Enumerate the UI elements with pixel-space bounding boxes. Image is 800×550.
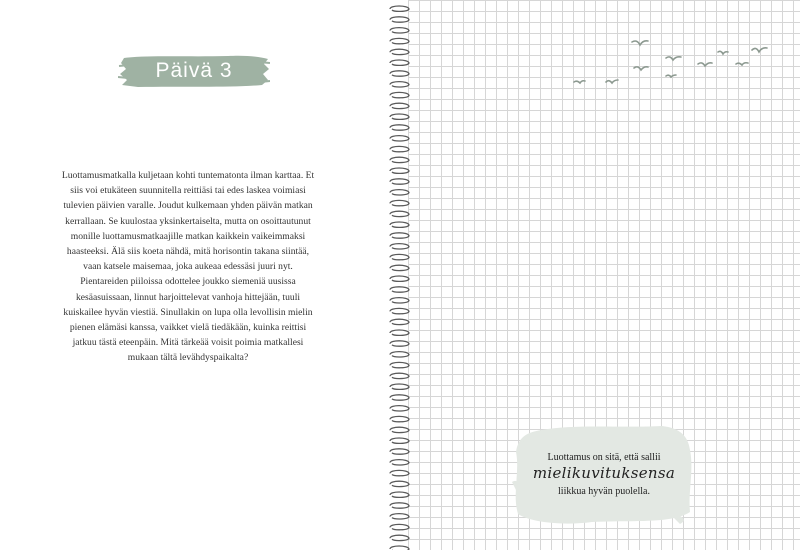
spiral-ring [390, 395, 409, 400]
quote-line-1: Luottamus on sitä, että sallii [547, 452, 661, 463]
spiral-ring [390, 38, 409, 43]
spiral-ring [390, 92, 409, 97]
spiral-ring [390, 211, 409, 216]
spiral-ring [390, 82, 409, 87]
spiral-ring [390, 28, 409, 33]
spiral-ring [390, 319, 409, 324]
spiral-ring [390, 244, 409, 249]
spiral-ring [390, 49, 409, 54]
spiral-ring [390, 190, 409, 195]
quote-block [512, 422, 696, 528]
spiral-ring [390, 222, 409, 227]
spiral-ring [390, 438, 409, 443]
spiral-ring [390, 514, 409, 519]
spiral-ring [390, 373, 409, 378]
spiral-ring [390, 362, 409, 367]
spiral-ring [390, 146, 409, 151]
spiral-ring [390, 449, 409, 454]
spiral-ring [390, 125, 409, 130]
spiral-ring [390, 103, 409, 108]
spiral-ring [390, 287, 409, 292]
spiral-ring [390, 254, 409, 259]
page-title: Päivä 3 [155, 59, 233, 82]
spiral-ring [390, 330, 409, 335]
spiral-ring [390, 179, 409, 184]
spiral-ring [390, 416, 409, 421]
quote-line-2: mielikuvituksensa [532, 464, 676, 482]
spiral-ring [390, 341, 409, 346]
spiral-ring [390, 524, 409, 529]
spiral-ring [390, 384, 409, 389]
spiral-ring [390, 481, 409, 486]
spiral-ring [390, 535, 409, 540]
spiral-ring [390, 460, 409, 465]
spiral-ring [390, 17, 409, 22]
spiral-ring [390, 470, 409, 475]
spiral-ring [390, 114, 409, 119]
spiral-ring [390, 157, 409, 162]
quote-line-3: liikkua hyvän puolella. [558, 486, 650, 497]
spiral-ring [390, 427, 409, 432]
spiral-ring [390, 352, 409, 357]
spiral-ring [390, 298, 409, 303]
birds-flock-icon [568, 36, 778, 96]
spiral-ring [390, 136, 409, 141]
spiral-binding [386, 0, 414, 550]
spiral-ring [390, 503, 409, 508]
day-title-banner [118, 52, 270, 90]
spiral-ring [390, 71, 409, 76]
spiral-ring [390, 308, 409, 313]
spiral-ring [390, 168, 409, 173]
spiral-ring [390, 492, 409, 497]
left-page [0, 0, 392, 550]
body-paragraph: Luottamusmatkalla kuljetaan kohti tuntematonta ilman karttaa. Et siis voi etukäteen suunnitella reittiäsi tai edes laskea voimiasi tulevien päivien varalle. Joudut kulkemaan yhden päivän matkan kerrallaan. Se kuulostaa yksinkertaiselta, mutta on osoittautunut monille luottamusmatkaajille matkan kaikkein vaikeimmaksi haasteeksi. Älä siis koeta nähdä, mitä horisontin takana siintää, vaan katsele maisemaa, joka aukeaa edessäsi juuri nyt. Pientareiden piiloissa odottelee joukko siemeniä uusissa kesäasuissaan, linnut harjoittelevat vanhoja hittejään, tuuli kuiskailee hyvän viestiä. Sinullakin on lupa olla levollisin mielin pienen elämäsi kanssa, vaikket vielä tiedäkään, kuinka reittisi jatkuu tästä eteenpäin. Mitä tärkeää voisit poimia matkallesi mukaan tältä levähdyspaikalta? [61, 170, 315, 364]
spiral-ring [390, 200, 409, 205]
spiral-ring [390, 233, 409, 238]
spiral-ring [390, 6, 409, 11]
spiral-ring [390, 276, 409, 281]
spiral-ring [390, 546, 409, 550]
spiral-ring [390, 406, 409, 411]
spiral-ring [390, 265, 409, 270]
spiral-ring [390, 60, 409, 65]
